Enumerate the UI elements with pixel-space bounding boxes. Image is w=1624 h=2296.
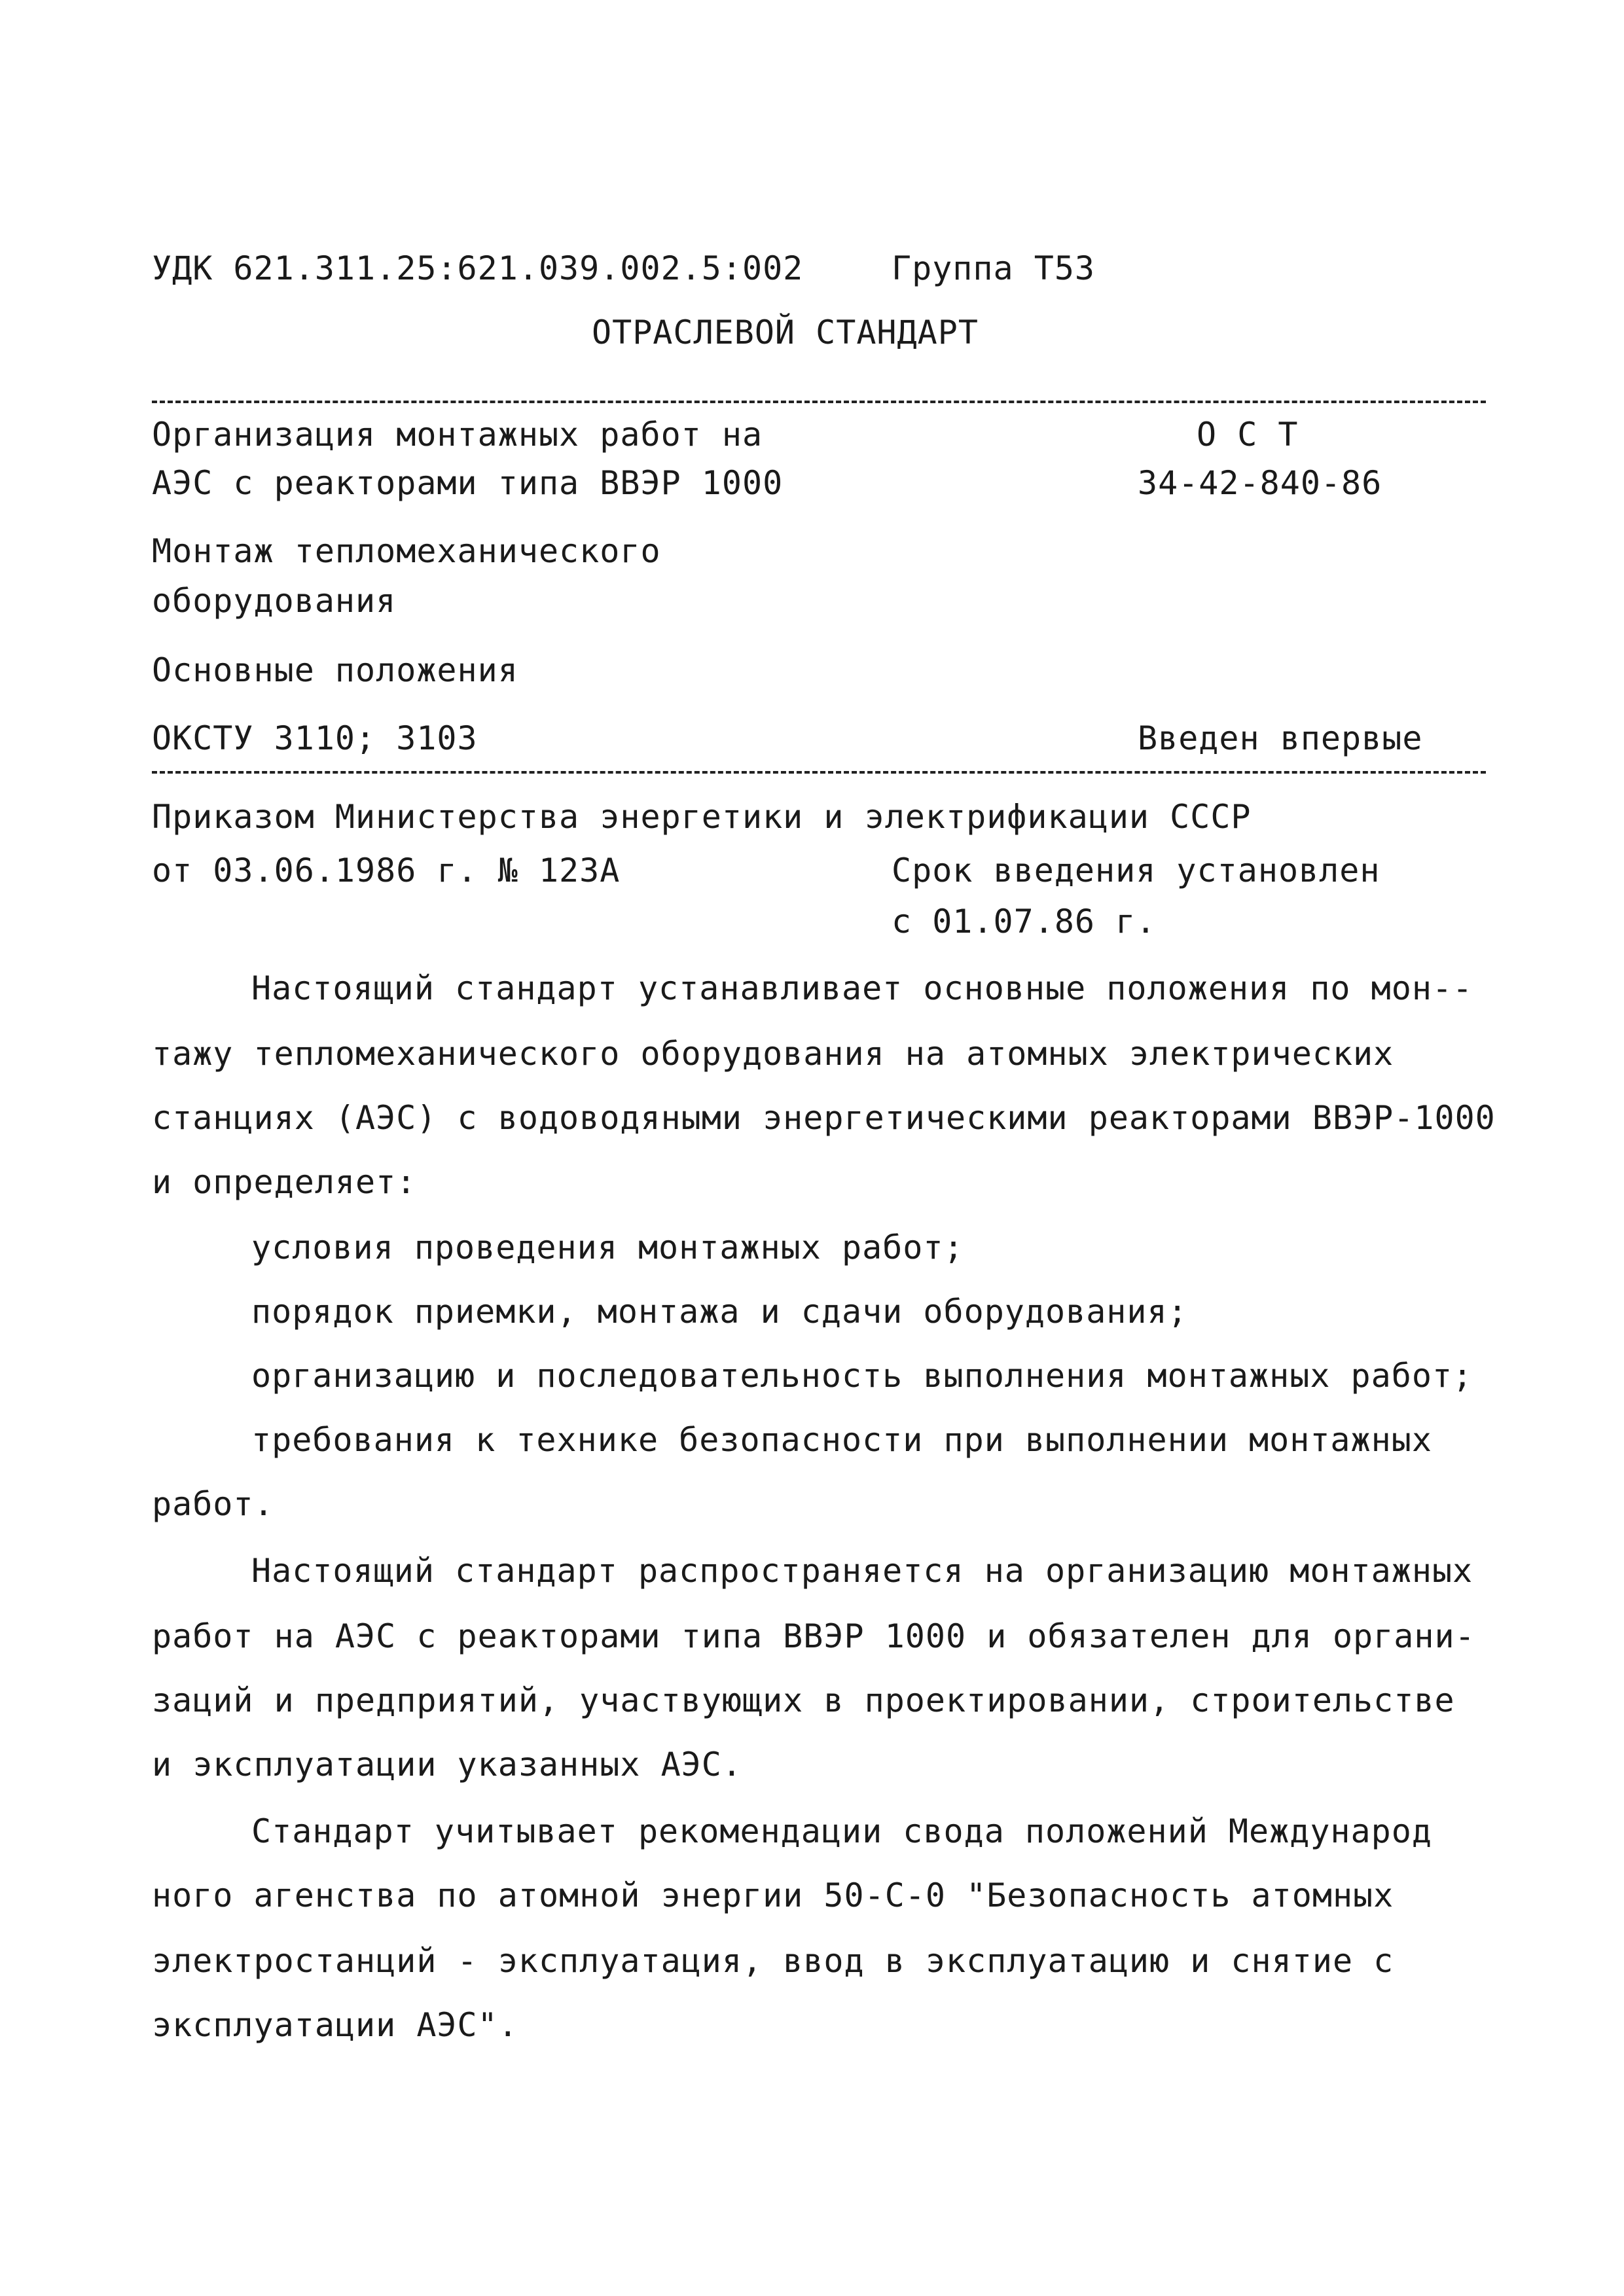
list-item-1: условия проведения монтажных работ; [251,1229,964,1266]
subtitle-line-2: оборудования [152,582,397,620]
paragraph-1-line-4: и определяет: [152,1163,417,1201]
group-code: Группа Т53 [892,249,1096,287]
udk-code: УДК 621.311.25:621.039.002.5:002 [152,249,804,287]
order-line-2: от 03.06.1986 г. № 123А [152,852,621,889]
standard-type-heading: ОТРАСЛЕВОЙ СТАНДАРТ [592,314,979,351]
title-line-2: АЭС с реакторами типа ВВЭР 1000 [152,464,784,502]
paragraph-2-line-3: заций и предприятий, участвующих в проектировании, строительстве [152,1681,1455,1719]
list-item-3: организацию и последовательность выполнения монтажных работ; [251,1357,1473,1395]
paragraph-3-line-2: ного агенства по атомной энергии 50-С-0 "Безопасность атомных [152,1876,1394,1914]
ost-number: 34-42-840-86 [1138,464,1382,502]
term-line-1: Срок введения установлен [892,852,1380,889]
paragraph-3-line-4: эксплуатации АЭС". [152,2006,518,2044]
list-item-2: порядок приемки, монтажа и сдачи оборудования; [251,1293,1188,1331]
paragraph-2-line-1: Настоящий стандарт распространяется на организацию монтажных [251,1552,1473,1590]
subtitle-line-1: Монтаж тепломеханического [152,532,661,570]
paragraph-1-line-2: тажу тепломеханического оборудования на атомных электрических [152,1035,1394,1073]
ost-label: О С Т [1197,416,1299,454]
subtitle-line-3: Основные положения [152,651,518,689]
list-item-4-line-2: работ. [152,1485,274,1523]
list-item-4-line-1: требования к технике безопасности при выполнении монтажных [251,1421,1432,1459]
paragraph-3-line-3: электростанций - эксплуатация, ввод в эксплуатацию и снятие с [152,1942,1394,1980]
introduced-note: Введен впервые [1138,719,1423,757]
paragraph-3-line-1: Стандарт учитывает рекомендации свода положений Международ [251,1812,1432,1850]
paragraph-1-line-1: Настоящий стандарт устанавливает основные положения по мон-- [251,969,1473,1007]
paragraph-2-line-4: и эксплуатации указанных АЭС. [152,1746,742,1784]
order-line-1: Приказом Министерства энергетики и электрификации СССР [152,798,1252,836]
term-line-2: с 01.07.86 г. [892,903,1157,941]
title-line-1: Организация монтажных работ на [152,416,763,454]
oksty-code: ОКСТУ 3110; 3103 [152,719,478,757]
paragraph-2-line-2: работ на АЭС с реакторами типа ВВЭР 1000 и обязателен для органи- [152,1617,1475,1655]
middle-divider [152,771,1486,774]
paragraph-1-line-3: станциях (АЭС) с водоводяными энергетическими реакторами ВВЭР-1000 [152,1099,1496,1137]
top-divider [152,401,1486,403]
